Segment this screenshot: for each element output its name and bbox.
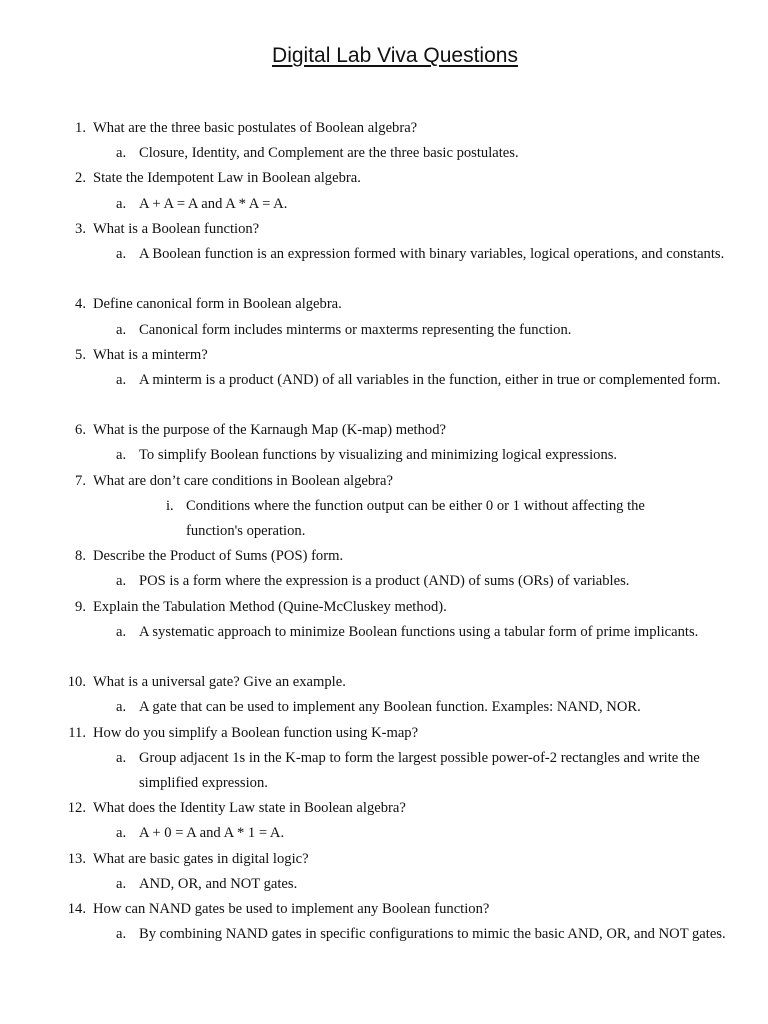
answer-text: A + A = A and A * A = A. [139, 195, 288, 212]
answer-marker: a. [116, 245, 127, 262]
answer-item [0, 922, 768, 972]
question-text: What are basic gates in digital logic? [93, 850, 309, 867]
question-number: 14. [67, 900, 86, 917]
answer-item [0, 494, 768, 544]
question-number: 4. [75, 296, 86, 313]
answer-marker: a. [116, 573, 127, 590]
answer-item [0, 569, 768, 594]
answer-item [0, 620, 768, 670]
question-item [0, 721, 768, 746]
answer-text: POS is a form where the expression is a product (AND) of sums (ORs) of variables. [139, 573, 630, 590]
question-text: What does the Identity Law state in Boolean algebra? [93, 800, 406, 817]
question-item [0, 796, 768, 821]
answer-marker: a. [116, 623, 127, 640]
question-item [0, 343, 768, 368]
question-number: 8. [75, 548, 86, 565]
question-text: What is a universal gate? Give an example. [93, 674, 346, 691]
question-number: 9. [75, 598, 86, 615]
question-text: State the Idempotent Law in Boolean algebra. [93, 170, 361, 187]
answer-text: AND, OR, and NOT gates. [139, 875, 298, 892]
answer-marker: a. [116, 145, 127, 162]
answer-item [0, 242, 768, 292]
answer-text: Closure, Identity, and Complement are the three basic postulates. [139, 145, 519, 162]
document-title: Digital Lab Viva Questions [272, 44, 518, 67]
answer-item [0, 821, 768, 846]
question-item [0, 670, 768, 695]
answer-text: A systematic approach to minimize Boolean functions using a tabular form of prime implicants. [139, 623, 699, 640]
question-number: 12. [67, 800, 86, 817]
answer-marker: a. [116, 926, 127, 943]
answer-item [0, 368, 768, 418]
question-text: What are don’t care conditions in Boolean algebra? [93, 472, 393, 489]
question-list [0, 116, 768, 972]
answer-marker: a. [116, 371, 127, 388]
answer-marker: a. [116, 825, 127, 842]
answer-marker: a. [116, 749, 127, 766]
answer-text: A gate that can be used to implement any Boolean function. Examples: NAND, NOR. [139, 699, 641, 716]
answer-marker: a. [116, 875, 127, 892]
answer-item [0, 192, 768, 217]
question-text: What is the purpose of the Karnaugh Map (K-map) method? [93, 422, 446, 439]
answer-item [0, 318, 768, 343]
question-text: What are the three basic postulates of Boolean algebra? [93, 120, 418, 136]
answer-text: Canonical form includes minterms or maxterms representing the function. [139, 321, 572, 338]
question-text: What is a minterm? [93, 346, 208, 363]
answer-item [0, 141, 768, 166]
answer-marker: a. [116, 699, 127, 716]
question-text: Explain the Tabulation Method (Quine-McCluskey method). [93, 598, 447, 615]
answer-text: A minterm is a product (AND) of all variables in the function, either in true or complemented form. [139, 371, 721, 388]
answer-marker: i. [166, 497, 174, 514]
question-number: 1. [75, 120, 86, 136]
question-number: 3. [75, 220, 86, 237]
answer-marker: a. [116, 447, 127, 464]
question-number: 10. [67, 674, 86, 691]
answer-text: By combining NAND gates in specific configurations to mimic the basic AND, OR, and NOT gates. [139, 926, 726, 943]
answer-item [0, 695, 768, 720]
question-number: 5. [75, 346, 86, 363]
question-text: Describe the Product of Sums (POS) form. [93, 548, 344, 565]
question-number: 7. [75, 472, 86, 489]
question-text: Define canonical form in Boolean algebra. [93, 296, 342, 313]
answer-item [0, 746, 768, 796]
answer-text: A + 0 = A and A * 1 = A. [139, 825, 285, 842]
question-number: 13. [67, 850, 86, 867]
answer-item [0, 443, 768, 468]
question-item [0, 544, 768, 569]
question-number: 2. [75, 170, 86, 187]
question-item [0, 166, 768, 191]
answer-text: Group adjacent 1s in the K-map to form the largest possible power-of-2 rectangles and write the simplified expression. [139, 749, 700, 791]
answer-text: A Boolean function is an expression formed with binary variables, logical operations, and constants. [139, 245, 725, 262]
question-item [0, 292, 768, 317]
question-item [0, 897, 768, 922]
answer-marker: a. [116, 321, 127, 338]
answer-item [0, 872, 768, 897]
question-text: How do you simplify a Boolean function using K-map? [93, 724, 419, 741]
question-number: 6. [75, 422, 86, 439]
question-number: 11. [68, 724, 86, 741]
question-text: How can NAND gates be used to implement any Boolean function? [93, 900, 490, 917]
question-item [0, 469, 768, 494]
question-item [0, 116, 768, 141]
question-text: What is a Boolean function? [93, 220, 260, 237]
question-item [0, 418, 768, 443]
answer-text: To simplify Boolean functions by visualizing and minimizing logical expressions. [139, 447, 618, 464]
answer-text: Conditions where the function output can be either 0 or 1 without affecting the function's operation. [186, 497, 645, 540]
answer-marker: a. [116, 195, 127, 212]
question-item [0, 217, 768, 242]
question-item [0, 595, 768, 620]
question-item [0, 847, 768, 872]
